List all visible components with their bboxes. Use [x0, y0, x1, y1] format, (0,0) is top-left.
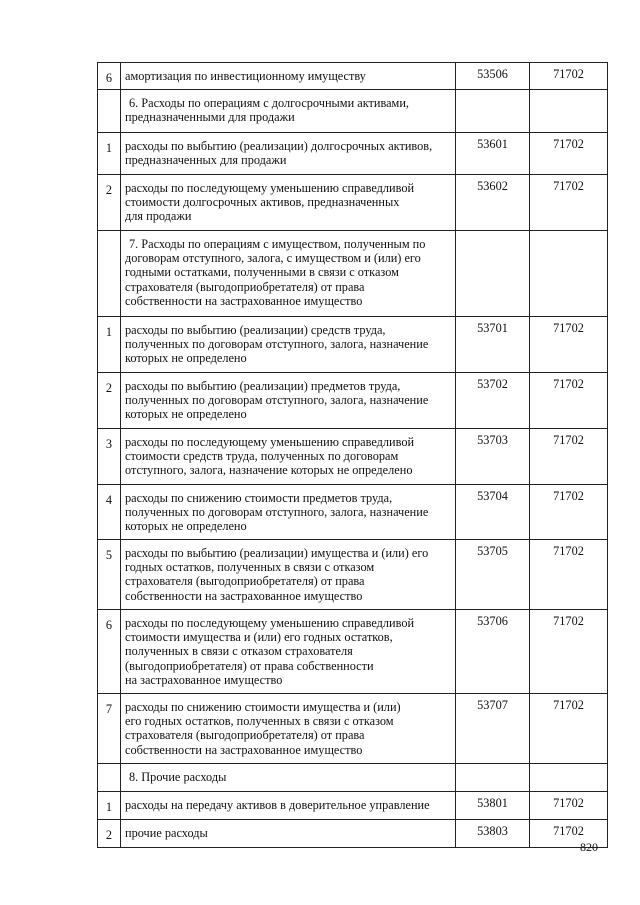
description-cell: [121, 133, 456, 175]
table-row: [98, 485, 608, 540]
description-line: амортизация по инвестиционному имуществу: [125, 69, 366, 83]
description-line: стоимости долгосрочных активов, предназначенных: [125, 195, 400, 210]
description-cell: [121, 317, 456, 373]
description-cell: [121, 610, 456, 694]
description-line: стоимости имущества и (или) его годных остатков,: [125, 630, 393, 645]
symbol-code-cell: [530, 764, 608, 792]
table-row: [98, 540, 608, 610]
description-line: расходы по выбытию (реализации) долгосрочных активов,: [125, 139, 433, 153]
row-number-cell: 5: [98, 540, 121, 610]
account-code-cell: 53803: [456, 820, 530, 848]
symbol-code-cell: 71702: [530, 820, 608, 848]
account-code-cell: [456, 231, 530, 317]
account-code-cell: [456, 90, 530, 133]
section-title-cell: [121, 90, 456, 133]
description-line: полученных в связи с отказом страхователя: [125, 644, 353, 659]
account-code-cell: 53506: [456, 63, 530, 90]
description-line: предназначенных для продажи: [125, 153, 287, 168]
description-line: расходы по снижению стоимости предметов труда,: [125, 491, 393, 505]
row-number-cell: 6: [98, 610, 121, 694]
account-code-cell: 53707: [456, 694, 530, 764]
description-line: расходы по последующему уменьшению справедливой: [125, 616, 415, 630]
account-code-cell: [456, 764, 530, 792]
description-line: страхователя (выгодоприобретателя) от права: [125, 728, 365, 743]
table-row: [98, 610, 608, 694]
row-number-cell: 2: [98, 820, 121, 848]
description-line: расходы по выбытию (реализации) имущества и (или) его: [125, 546, 429, 560]
description-line: расходы по последующему уменьшению справедливой: [125, 181, 415, 195]
row-number-cell: [98, 231, 121, 317]
account-code-cell: 53706: [456, 610, 530, 694]
table-row: [98, 317, 608, 373]
symbol-code-cell: [530, 90, 608, 133]
description-line: на застрахованное имущество: [125, 672, 283, 687]
description-line: собственности на застрахованное имущество: [125, 293, 363, 308]
accounts-table: [97, 62, 608, 848]
description-line: расходы по последующему уменьшению справедливой: [125, 435, 415, 449]
row-number-cell: 4: [98, 485, 121, 540]
description-cell: [121, 175, 456, 231]
account-code-cell: 53801: [456, 792, 530, 820]
symbol-code-cell: 71702: [530, 373, 608, 429]
description-line: прочие расходы: [125, 826, 208, 840]
row-number-cell: 1: [98, 792, 121, 820]
description-line: расходы по выбытию (реализации) предметов труда,: [125, 379, 401, 393]
account-code-cell: 53701: [456, 317, 530, 373]
description-line: предназначенными для продажи: [125, 110, 295, 125]
section-title-cell: [121, 231, 456, 317]
account-code-cell: 53704: [456, 485, 530, 540]
description-line: для продажи: [125, 209, 192, 224]
row-number-cell: 2: [98, 373, 121, 429]
row-number-cell: 1: [98, 317, 121, 373]
symbol-code-cell: 71702: [530, 610, 608, 694]
description-line: страхователя (выгодоприобретателя) от права: [125, 574, 365, 589]
description-cell: [121, 373, 456, 429]
description-line: которых не определено: [125, 407, 247, 422]
description-line: расходы по выбытию (реализации) средств труда,: [125, 323, 386, 337]
description-cell: [121, 540, 456, 610]
table-row: [98, 63, 608, 90]
description-line: 8. Прочие расходы: [129, 770, 227, 784]
description-line: договорам отступного, залога, с имуществом и (или) его: [125, 251, 421, 266]
symbol-code-cell: 71702: [530, 63, 608, 90]
symbol-code-cell: 71702: [530, 317, 608, 373]
section-heading-row: [98, 90, 608, 133]
row-number-cell: [98, 90, 121, 133]
description-cell: [121, 820, 456, 848]
row-number-cell: 6: [98, 63, 121, 90]
symbol-code-cell: 71702: [530, 485, 608, 540]
row-number-cell: [98, 764, 121, 792]
symbol-code-cell: 71702: [530, 540, 608, 610]
section-title-cell: [121, 764, 456, 792]
description-line: 6. Расходы по операциям с долгосрочными активами,: [129, 96, 409, 110]
table-row: [98, 792, 608, 820]
symbol-code-cell: 71702: [530, 429, 608, 485]
section-heading-row: [98, 231, 608, 317]
section-heading-row: [98, 764, 608, 792]
symbol-code-cell: 71702: [530, 694, 608, 764]
account-code-cell: 53702: [456, 373, 530, 429]
table-row: [98, 820, 608, 848]
description-line: (выгодоприобретателя) от права собственности: [125, 658, 374, 673]
row-number-cell: 3: [98, 429, 121, 485]
symbol-code-cell: 71702: [530, 133, 608, 175]
page-number: 820: [580, 840, 598, 854]
description-line: полученных по договорам отступного, залога, назначение: [125, 393, 429, 408]
description-line: расходы на передачу активов в доверительное управление: [125, 798, 430, 812]
table-row: [98, 429, 608, 485]
symbol-code-cell: 71702: [530, 792, 608, 820]
description-line: страхователя (выгодоприобретателя) от права: [125, 279, 365, 294]
account-code-cell: 53705: [456, 540, 530, 610]
description-line: которых не определено: [125, 351, 247, 366]
table-row: [98, 373, 608, 429]
description-cell: [121, 485, 456, 540]
account-code-cell: 53601: [456, 133, 530, 175]
row-number-cell: 2: [98, 175, 121, 231]
description-line: годными остатками, полученными в связи с отказом: [125, 265, 399, 280]
table-row: [98, 175, 608, 231]
description-cell: [121, 694, 456, 764]
symbol-code-cell: [530, 231, 608, 317]
description-line: полученных по договорам отступного, залога, назначение: [125, 337, 429, 352]
description-line: собственности на застрахованное имущество: [125, 588, 363, 603]
row-number-cell: 1: [98, 133, 121, 175]
description-line: отступного, залога, назначение которых не определено: [125, 463, 413, 478]
description-line: годных остатков, полученных в связи с отказом: [125, 560, 375, 575]
table-body: [98, 63, 608, 848]
description-line: собственности на застрахованное имущество: [125, 742, 363, 757]
account-code-cell: 53703: [456, 429, 530, 485]
account-code-cell: 53602: [456, 175, 530, 231]
symbol-code-cell: 71702: [530, 175, 608, 231]
description-line: полученных по договорам отступного, залога, назначение: [125, 505, 429, 520]
table-row: [98, 133, 608, 175]
description-line: его годных остатков, полученных в связи с отказом: [125, 714, 394, 729]
description-line: которых не определено: [125, 519, 247, 534]
description-line: расходы по снижению стоимости имущества и (или): [125, 700, 401, 714]
description-cell: [121, 63, 456, 90]
description-line: стоимости средств труда, полученных по договорам: [125, 449, 399, 464]
description-line: 7. Расходы по операциям с имуществом, полученным по: [129, 237, 426, 251]
row-number-cell: 7: [98, 694, 121, 764]
description-cell: [121, 792, 456, 820]
description-cell: [121, 429, 456, 485]
table-row: [98, 694, 608, 764]
